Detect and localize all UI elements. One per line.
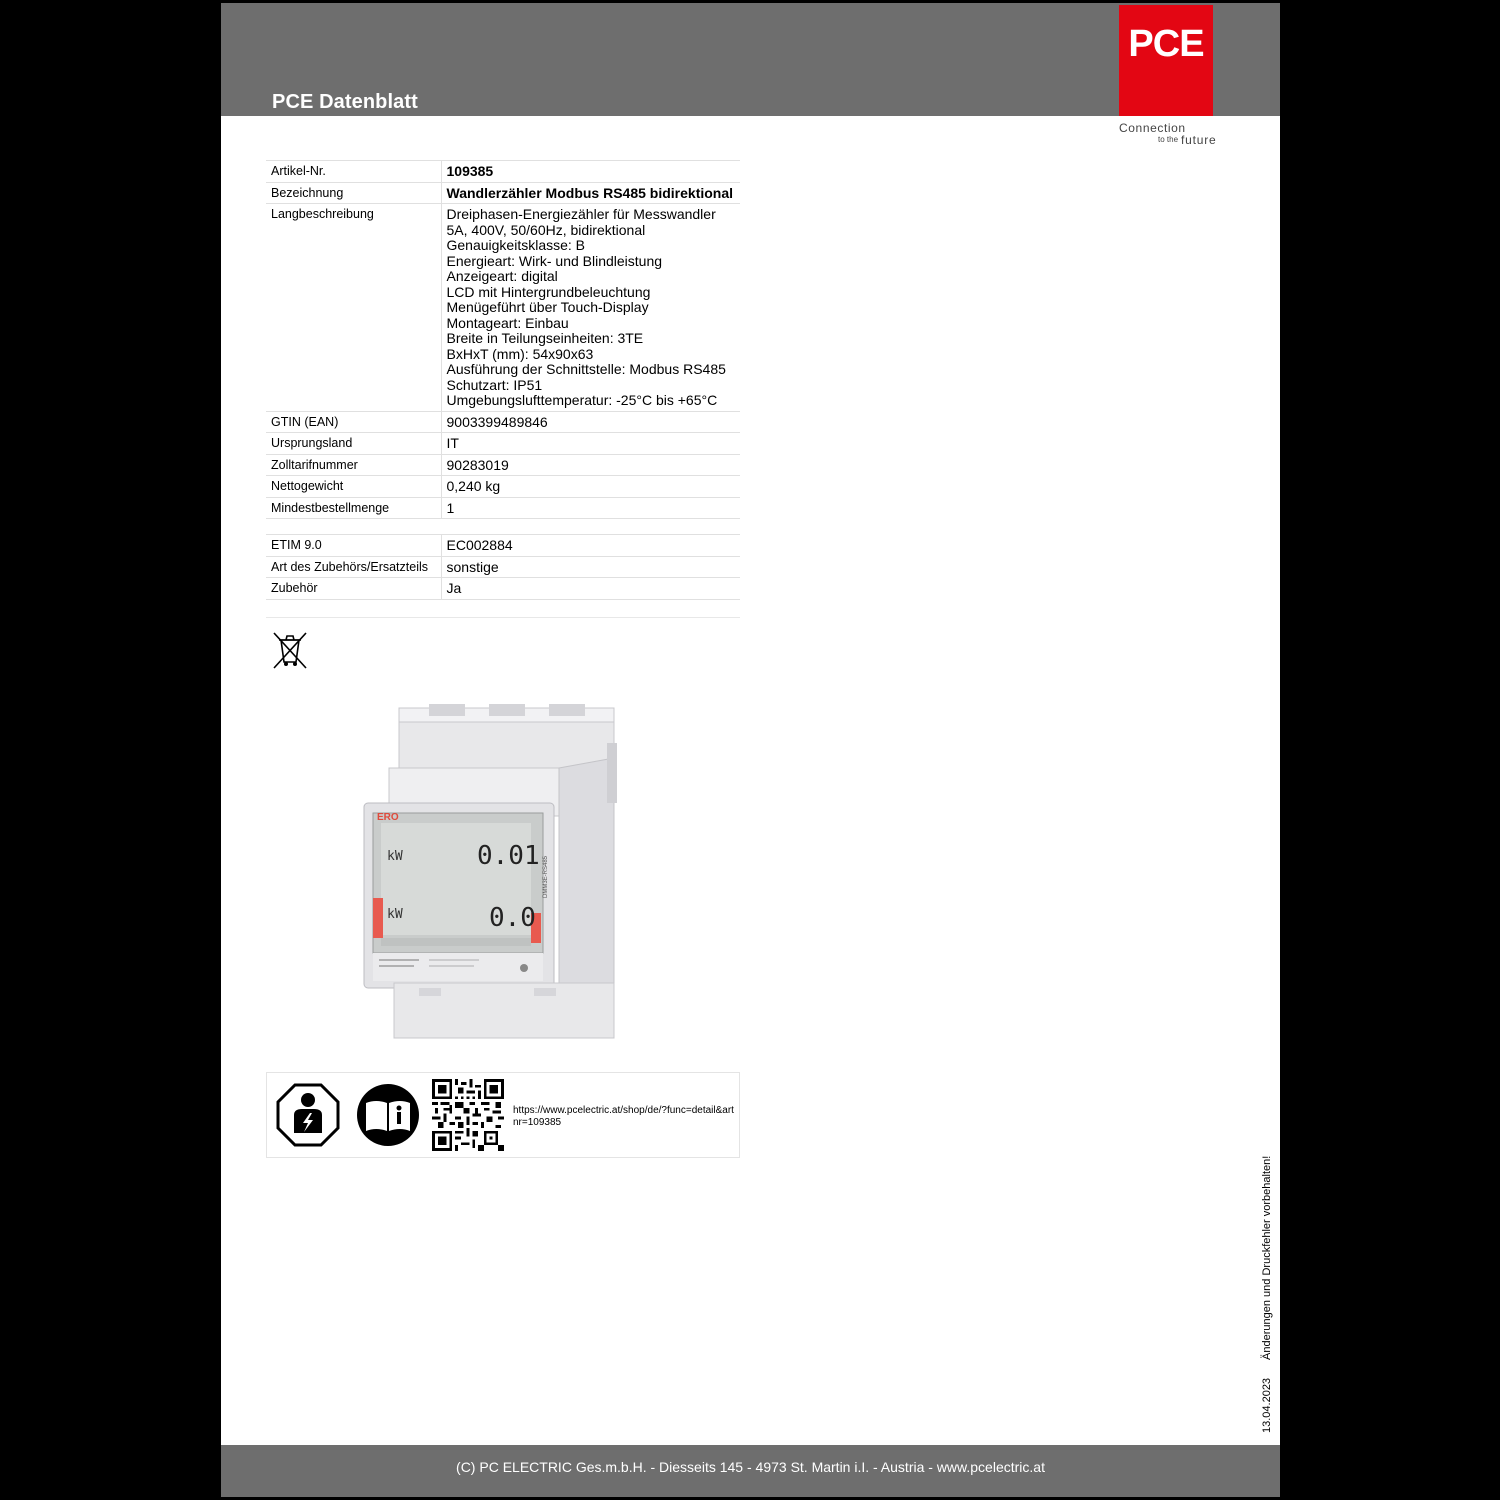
qualified-electrician-icon: [276, 1083, 340, 1147]
product-url-link[interactable]: https://www.pcelectric.at/shop/de/?func=detail&artnr=109385: [513, 1105, 734, 1128]
row-key: Nettogewicht: [266, 476, 441, 498]
row-key: Mindestbestellmenge: [266, 497, 441, 519]
side-note: [1261, 1156, 1273, 1433]
device-brand-label: ERO: [377, 812, 399, 823]
table-row: [266, 182, 740, 204]
etim-table: [266, 534, 740, 600]
article-number: 109385: [441, 161, 740, 183]
slogan-to-the: to the: [1158, 135, 1179, 144]
table-row: [266, 497, 740, 519]
row-key: ETIM 9.0: [266, 535, 441, 557]
description-line: Menügeführt über Touch-Display: [446, 299, 649, 315]
long-description: [441, 204, 740, 412]
document-title: PCE Datenblatt: [272, 91, 418, 113]
lcd-unit-top: kW: [387, 849, 403, 864]
info-icons-box: [266, 1072, 740, 1158]
row-key: Ursprungsland: [266, 433, 441, 455]
section-divider: [266, 617, 740, 618]
table-row: [266, 161, 740, 183]
table-row: [266, 411, 740, 433]
description-line: Genauigkeitsklasse: B: [446, 237, 586, 253]
product-image-energy-meter: [359, 698, 639, 1048]
net-weight-value: 0,240 kg: [441, 476, 740, 498]
lcd-unit-bottom: kW: [387, 907, 403, 922]
device-model-label: DMM3E-RS485: [543, 855, 549, 898]
footer-text: (C) PC ELECTRIC Ges.m.b.H. - Diesseits 145 - 4973 St. Martin i.I. - Austria - www.pcelectric.at: [456, 1459, 1045, 1475]
description-line: Montageart: Einbau: [446, 314, 569, 331]
table-row: [266, 535, 740, 557]
slogan-future: future: [1181, 133, 1217, 147]
description-line: 5A, 400V, 50/60Hz, bidirektional: [446, 221, 646, 238]
etim-value: EC002884: [441, 535, 740, 557]
product-designation: Wandlerzähler Modbus RS485 bidirektional: [441, 182, 740, 204]
row-key: Art des Zubehörs/Ersatzteils: [266, 556, 441, 578]
description-line: Dreiphasen-Energiezähler für Messwandler: [446, 206, 716, 222]
datasheet-page: [221, 3, 1280, 1497]
table-row: [266, 454, 740, 476]
description-line: Ausführung der Schnittstelle: Modbus RS485: [446, 361, 726, 377]
footer-bar: [221, 1445, 1280, 1497]
lcd-value-bottom: 0.0: [489, 903, 536, 933]
qr-code[interactable]: [432, 1079, 504, 1151]
row-key: GTIN (EAN): [266, 411, 441, 433]
product-table: [266, 160, 740, 519]
row-key: Langbeschreibung: [266, 204, 441, 412]
table-row: [266, 433, 740, 455]
read-manual-icon: [356, 1083, 420, 1147]
customs-tariff-value: 90283019: [441, 454, 740, 476]
table-row: [266, 204, 740, 412]
min-order-value: 1: [441, 497, 740, 519]
row-key: Zubehör: [266, 578, 441, 600]
weee-crossed-bin-icon: [271, 630, 309, 670]
description-line: BxHxT (mm): 54x90x63: [446, 345, 594, 362]
row-key: Bezeichnung: [266, 182, 441, 204]
side-note-date: 13.04.2023: [1261, 1377, 1273, 1433]
origin-country-value: IT: [441, 433, 740, 455]
table-row: [266, 578, 740, 600]
table-row: [266, 476, 740, 498]
pce-logo: [1119, 5, 1213, 116]
accessory-type-value: sonstige: [441, 556, 740, 578]
gtin-value: 9003399489846: [441, 411, 740, 433]
table-row: [266, 556, 740, 578]
slogan-connection: Connection: [1119, 121, 1186, 135]
lcd-value-top: 0.01: [477, 841, 540, 871]
description-line: LCD mit Hintergrundbeleuchtung: [446, 283, 651, 300]
row-key: Artikel-Nr.: [266, 161, 441, 183]
row-key: Zolltarifnummer: [266, 454, 441, 476]
accessory-value: Ja: [441, 578, 740, 600]
description-line: Breite in Teilungseinheiten: 3TE: [446, 330, 644, 346]
description-line: Anzeigeart: digital: [446, 268, 558, 284]
logo-text: PCE: [1128, 23, 1204, 65]
description-line: Energieart: Wirk- und Blindleistung: [446, 252, 663, 269]
side-note-text: Änderungen und Druckfehler vorbehalten!: [1261, 1155, 1273, 1360]
description-line: Schutzart: IP51: [446, 376, 543, 393]
description-line: Umgebungslufttemperatur: -25°C bis +65°C: [446, 392, 718, 408]
